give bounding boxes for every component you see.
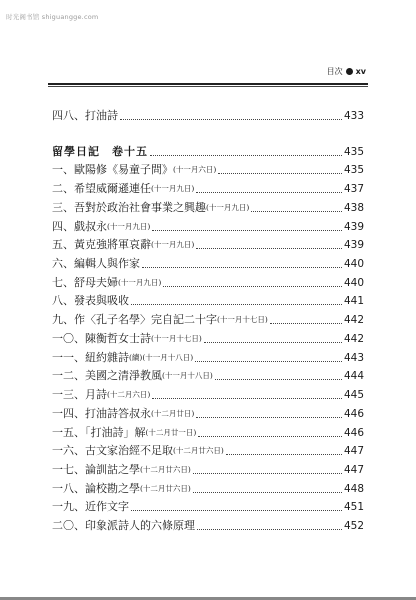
toc-entry-page: 446	[343, 427, 364, 439]
toc-entry-title: 一九、近作文字	[52, 500, 129, 513]
dot-leader	[150, 155, 342, 156]
toc-entry-page: 451	[343, 501, 364, 513]
toc-entry[interactable]	[52, 109, 364, 123]
toc-entry-title: 一〇、陳衡哲女士詩	[52, 332, 151, 345]
toc-entry-date: (十一月十八日)	[162, 371, 213, 380]
toc-entry-title: 一三、月詩	[52, 388, 107, 401]
toc-entry[interactable]	[52, 500, 364, 514]
toc-entry[interactable]	[52, 426, 364, 440]
toc-entry-date: (續)(十一月十八日)	[129, 353, 194, 362]
running-head-page-number: xv	[355, 67, 366, 76]
dot-leader	[152, 230, 342, 231]
toc-entry-date: (十一月九日)	[151, 184, 195, 193]
toc-entry-title: 一二、美國之清淨教風	[52, 369, 162, 382]
toc-entry-title: 一一、紐約雜詩	[52, 351, 129, 364]
page-header	[48, 66, 368, 82]
toc-entry[interactable]	[52, 182, 364, 196]
toc-entry-page: 435	[343, 164, 364, 176]
dot-leader	[193, 473, 342, 474]
toc-entry-page: 441	[343, 295, 364, 307]
dot-leader	[270, 323, 342, 324]
toc-entry-page: 437	[343, 183, 364, 195]
toc-entry-page: 440	[343, 258, 364, 270]
toc-entry-date: (十一月十七日)	[151, 334, 202, 343]
running-head	[327, 66, 366, 77]
toc-entry[interactable]	[52, 201, 364, 215]
toc-entry-date: (十二月廿六日)	[140, 465, 191, 474]
toc-entry-page: 446	[343, 408, 364, 420]
toc-entry-page: 438	[343, 202, 364, 214]
toc-entry-title: 一八、論校勘之學	[52, 482, 140, 495]
toc-entry-date: (十一月九日)	[107, 222, 151, 231]
toc-entry-title: 九、作〈孔子名學〉完自記二十字	[52, 313, 217, 326]
toc-entry-page: 445	[343, 389, 364, 401]
toc-entry-date: (十二月廿日)	[151, 409, 195, 418]
header-rule-thin	[48, 86, 368, 87]
toc-entry[interactable]	[52, 369, 364, 383]
dot-leader	[120, 119, 342, 120]
toc-entry-title: 一五、「打油詩」解	[52, 426, 146, 439]
toc-entry-date: (十一月九日)	[118, 278, 162, 287]
dot-leader	[142, 267, 342, 268]
toc-entry[interactable]	[52, 332, 364, 346]
toc-entry-title: 八、發表與吸收	[52, 294, 129, 307]
toc-entry-title: 二〇、印象派詩人的六條原理	[52, 519, 195, 532]
dot-leader	[131, 510, 342, 511]
dot-leader	[152, 398, 342, 399]
toc-entry[interactable]	[52, 220, 364, 234]
toc-entry[interactable]	[52, 294, 364, 308]
toc-entry-title: 一六、古文家治經不足取	[52, 444, 173, 457]
dot-leader	[198, 436, 342, 437]
header-rule-thick	[48, 83, 368, 85]
toc-entry-page: 452	[343, 520, 364, 532]
toc-entry-page: 442	[343, 333, 364, 345]
toc-entry-page: 444	[343, 370, 364, 382]
toc-entry[interactable]	[52, 257, 364, 271]
toc-entry[interactable]	[52, 407, 364, 421]
dot-leader	[131, 304, 342, 305]
toc-entry[interactable]	[52, 519, 364, 533]
toc-section-title: 留學日記 卷十五	[52, 145, 148, 158]
toc-entry-title: 一四、打油詩答叔永	[52, 407, 151, 420]
toc-entry-date: (十二月廿六日)	[140, 484, 191, 493]
toc-entry-date: (十一月十七日)	[217, 315, 268, 324]
toc-entry-page: 439	[343, 239, 364, 251]
dot-leader	[196, 248, 342, 249]
toc-entry[interactable]	[52, 444, 364, 458]
toc-entry-page: 440	[343, 277, 364, 289]
toc-entry-title: 四、戲叔永	[52, 220, 107, 233]
dot-leader	[163, 286, 342, 287]
toc-entry-title: 四八、打油詩	[52, 109, 118, 122]
dot-leader	[204, 342, 342, 343]
watermark-text: 时光阁书馆 shiguangge.com	[6, 13, 99, 21]
toc-entry-title: 五、黃克強將軍哀辭	[52, 238, 151, 251]
toc-entry-page: 448	[343, 483, 364, 495]
toc-entry-page: 439	[343, 221, 364, 233]
toc-entry[interactable]	[52, 313, 364, 327]
dot-leader	[251, 211, 342, 212]
toc-entry-date: (十一月六日)	[173, 165, 217, 174]
toc-entry[interactable]	[52, 463, 364, 477]
toc-entry-page: 442	[343, 314, 364, 326]
toc-entry-title: 三、吾對於政治社會事業之興趣	[52, 201, 206, 214]
toc-entry[interactable]	[52, 238, 364, 252]
dot-leader	[195, 361, 342, 362]
toc-entry-title: 二、希望威爾遜連任	[52, 182, 151, 195]
toc-entry-date: (十二月廿六日)	[173, 446, 224, 455]
toc-entry-title: 七、舒母夫婦	[52, 276, 118, 289]
dot-leader	[196, 417, 342, 418]
toc-entry-page: 443	[343, 352, 364, 364]
running-head-label: 目次	[326, 67, 343, 76]
dot-leader	[218, 173, 342, 174]
toc-section-heading[interactable]	[52, 145, 364, 159]
toc-entry-page: 435	[343, 146, 364, 158]
toc-entry[interactable]	[52, 163, 364, 177]
toc-entry-title: 一七、論訓詁之學	[52, 463, 140, 476]
toc-entry[interactable]	[52, 351, 364, 365]
dot-leader	[226, 454, 342, 455]
toc-entry-date: (十一月九日)	[151, 240, 195, 249]
dot-leader	[196, 192, 342, 193]
toc-entry-page: 447	[343, 464, 364, 476]
toc-entry-date: (十二月廿一日)	[145, 428, 197, 437]
toc-entry-title: 一、歐陽修《易童子問》	[52, 163, 173, 176]
toc-entry-page: 433	[343, 110, 364, 122]
toc-entry[interactable]	[52, 276, 364, 290]
toc-entry[interactable]	[52, 388, 364, 402]
dot-leader	[215, 379, 342, 380]
toc-entry-date: (十一月九日)	[206, 203, 250, 212]
toc-entry-page: 447	[343, 445, 364, 457]
toc-entry[interactable]	[52, 482, 364, 496]
bullet-icon	[346, 68, 353, 75]
toc-entry-date: (十二月六日)	[107, 390, 151, 399]
dot-leader	[193, 492, 342, 493]
toc-entry-title: 六、編輯人與作家	[52, 257, 140, 270]
dot-leader	[197, 529, 342, 530]
